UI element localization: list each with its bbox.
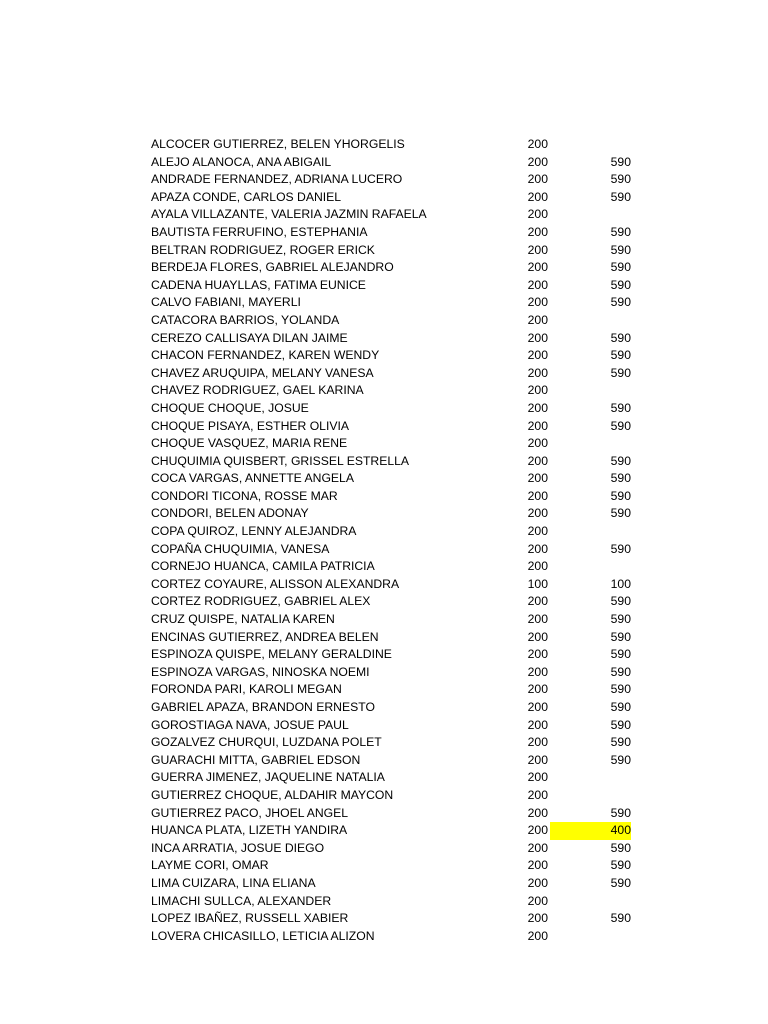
amount-cell-second [550,154,631,172]
student-name-cell: GUTIERREZ CHOQUE, ALDAHIR MAYCON [151,787,394,802]
amount-cell-first: 200 [527,664,548,679]
student-name-cell: COCA VARGAS, ANNETTE ANGELA [151,471,354,486]
amount-cell-first: 200 [527,541,548,556]
student-name-cell: CHOQUE CHOQUE, JOSUE [151,400,309,415]
student-name-cell: GOROSTIAGA NAVA, JOSUE PAUL [151,717,349,732]
student-name-cell: HUANCA PLATA, LIZETH YANDIRA [151,823,348,838]
amount-cell-first: 200 [527,295,548,310]
table-row [0,505,768,523]
amount-cell-first: 200 [527,840,548,855]
amount-value: 590 [610,189,631,204]
table-row [0,734,768,752]
amount-cell-second [550,717,631,735]
student-name-cell: ESPINOZA QUISPE, MELANY GERALDINE [151,647,392,662]
student-name-cell: CHUQUIMIA QUISBERT, GRISSEL ESTRELLA [151,453,410,468]
amount-value: 590 [610,330,631,345]
amount-value: 590 [610,805,631,820]
amount-value: 590 [610,735,631,750]
amount-cell-second [550,453,631,471]
table-row [0,206,768,224]
amount-value: 590 [610,911,631,926]
table-row [0,136,768,154]
amount-cell-second [550,418,631,436]
student-name-cell: CHAVEZ RODRIGUEZ, GAEL KARINA [151,383,364,398]
table-row [0,400,768,418]
amount-cell-first: 200 [527,471,548,486]
student-name-cell: CONDORI, BELEN ADONAY [151,506,309,521]
student-name-cell: CHAVEZ ARUQUIPA, MELANY VANESA [151,365,374,380]
amount-cell-first: 200 [527,418,548,433]
student-name-cell: ALCOCER GUTIERREZ, BELEN YHORGELIS [151,137,405,151]
amount-value: 590 [610,717,631,732]
table-row [0,928,768,946]
table-row [0,488,768,506]
student-name-cell: BELTRAN RODRIGUEZ, ROGER ERICK [151,242,375,257]
amount-cell-first: 200 [527,365,548,380]
amount-cell-first: 200 [527,260,548,275]
student-name-cell: CHOQUE VASQUEZ, MARIA RENE [151,436,348,451]
amount-value: 590 [610,400,631,415]
table-row [0,330,768,348]
student-name-cell: ALEJO ALANOCA, ANA ABIGAIL [151,154,332,169]
amount-cell-second [550,734,631,752]
amount-cell-second [550,681,631,699]
amount-cell-first: 200 [527,224,548,239]
student-name-cell: LOPEZ IBAÑEZ, RUSSELL XABIER [151,911,349,926]
amount-cell-first: 200 [527,805,548,820]
student-name-cell: FORONDA PARI, KAROLI MEGAN [151,682,342,697]
amount-value: 590 [610,664,631,679]
amount-cell-second [550,629,631,647]
table-row [0,382,768,400]
amount-value: 400 [610,823,631,838]
amount-cell-second [550,664,631,682]
amount-value: 590 [610,471,631,486]
student-name-cell: BAUTISTA FERRUFINO, ESTEPHANIA [151,224,368,239]
amount-value: 590 [610,348,631,363]
amount-value: 590 [610,629,631,644]
amount-cell-first: 200 [527,559,548,574]
amount-cell-first: 200 [527,312,548,327]
student-name-cell: CEREZO CALLISAYA DILAN JAIME [151,330,348,345]
student-name-cell: CADENA HUAYLLAS, FATIMA EUNICE [151,277,366,292]
student-name-cell: CHACON FERNANDEZ, KAREN WENDY [151,348,380,363]
amount-value: 590 [610,840,631,855]
student-name-cell: CRUZ QUISPE, NATALIA KAREN [151,612,335,627]
student-name-cell: APAZA CONDE, CARLOS DANIEL [151,189,342,204]
amount-cell-second [550,347,631,365]
amount-cell-first: 200 [527,928,548,943]
student-name-cell: COPA QUIROZ, LENNY ALEJANDRA [151,524,357,539]
amount-cell-second [550,593,631,611]
amount-cell-second [550,505,631,523]
amount-cell-first: 200 [527,682,548,697]
amount-value: 590 [610,700,631,714]
amount-cell-second [550,576,631,594]
table-row [0,611,768,629]
amount-cell-first: 200 [527,172,548,187]
amount-cell-second-highlighted [550,822,631,840]
table-row [0,435,768,453]
amount-cell-second [550,294,631,312]
amount-value: 590 [610,594,631,609]
amount-value: 590 [610,682,631,697]
amount-value: 590 [610,260,631,275]
table-row [0,787,768,805]
student-name-cell: CORNEJO HUANCA, CAMILA PATRICIA [151,559,375,574]
table-row [0,769,768,787]
amount-cell-first: 200 [527,506,548,521]
table-row [0,840,768,858]
amount-cell-second [550,805,631,823]
amount-value: 590 [610,224,631,239]
amount-cell-first: 200 [527,400,548,415]
student-name-cell: GUARACHI MITTA, GABRIEL EDSON [151,752,361,767]
amount-value: 590 [610,612,631,627]
student-name-cell: AYALA VILLAZANTE, VALERIA JAZMIN RAFAELA [151,207,427,222]
table-row [0,189,768,207]
student-name-cell: CORTEZ COYAURE, ALISSON ALEXANDRA [151,576,400,591]
table-row [0,224,768,242]
amount-cell-first: 200 [527,277,548,292]
amount-value: 590 [610,277,631,292]
student-name-cell: LOVERA CHICASILLO, LETICIA ALIZON [151,928,375,943]
amount-cell-first: 200 [527,647,548,662]
amount-cell-first: 200 [527,612,548,627]
amount-value: 100 [610,576,631,591]
student-name-cell: LIMA CUIZARA, LINA ELIANA [151,875,316,890]
table-row [0,893,768,911]
student-name-cell: LIMACHI SULLCA, ALEXANDER [151,893,332,908]
amount-cell-second [550,242,631,260]
table-row [0,347,768,365]
amount-cell-first: 200 [527,242,548,257]
student-name-cell: CALVO FABIANI, MAYERLI [151,295,301,310]
amount-value: 590 [610,154,631,169]
amount-cell-first: 200 [527,875,548,890]
amount-value: 590 [610,506,631,521]
table-row [0,365,768,383]
table-row [0,470,768,488]
table-row [0,453,768,471]
amount-cell-first: 200 [527,893,548,908]
table-row [0,717,768,735]
amount-value: 590 [610,172,631,187]
table-row [0,629,768,647]
amount-cell-first: 200 [527,330,548,345]
amount-cell-first: 200 [527,823,548,838]
table-row [0,875,768,893]
amount-value: 590 [610,858,631,873]
amount-cell-first: 200 [527,629,548,644]
student-name-cell: CATACORA BARRIOS, YOLANDA [151,312,340,327]
amount-cell-second [550,470,631,488]
amount-value: 590 [610,453,631,468]
amount-cell-second [550,365,631,383]
amount-cell-second [550,189,631,207]
table-row [0,312,768,330]
table-row [0,822,768,840]
student-name-cell: GABRIEL APAZA, BRANDON ERNESTO [151,700,375,714]
amount-cell-second [550,277,631,295]
amount-cell-first: 200 [527,787,548,802]
table-row [0,259,768,277]
student-name-cell: CONDORI TICONA, ROSSE MAR [151,488,338,503]
amount-value: 590 [610,488,631,503]
student-name-cell: GUERRA JIMENEZ, JAQUELINE NATALIA [151,770,385,785]
table-row [0,242,768,260]
amount-cell-first: 200 [527,488,548,503]
amount-cell-second [550,400,631,418]
table-row [0,154,768,172]
student-name-cell: BERDEJA FLORES, GABRIEL ALEJANDRO [151,260,394,275]
student-name-cell: COPAÑA CHUQUIMIA, VANESA [151,541,330,556]
amount-value: 590 [610,752,631,767]
amount-cell-first: 200 [527,717,548,732]
table-row [0,805,768,823]
amount-cell-second [550,224,631,242]
student-name-cell: ANDRADE FERNANDEZ, ADRIANA LUCERO [151,172,403,187]
amount-cell-first: 200 [527,189,548,204]
table-row [0,910,768,928]
student-name-cell: GUTIERREZ PACO, JHOEL ANGEL [151,805,349,820]
table-row [0,418,768,436]
table-row [0,699,768,717]
table-row [0,541,768,559]
amount-cell-first: 100 [527,576,548,591]
amount-cell-second [550,857,631,875]
amount-cell-second [550,752,631,770]
amount-cell-second [550,541,631,559]
amount-cell-second [550,646,631,664]
student-name-cell: CHOQUE PISAYA, ESTHER OLIVIA [151,418,349,433]
amount-cell-first: 200 [527,348,548,363]
table-row [0,752,768,770]
table-row [0,646,768,664]
amount-cell-first: 200 [527,453,548,468]
student-name-cell: GOZALVEZ CHURQUI, LUZDANA POLET [151,735,382,750]
amount-cell-first: 200 [527,858,548,873]
amount-cell-first: 200 [527,770,548,785]
student-name-cell: ENCINAS GUTIERREZ, ANDREA BELEN [151,629,379,644]
amount-value: 590 [610,295,631,310]
amount-cell-first: 200 [527,436,548,451]
student-payment-list [0,136,768,945]
amount-value: 590 [610,365,631,380]
amount-value: 590 [610,541,631,556]
amount-cell-second [550,699,631,717]
table-row [0,857,768,875]
table-row [0,576,768,594]
amount-cell-second [550,611,631,629]
table-row [0,294,768,312]
student-name-cell: INCA ARRATIA, JOSUE DIEGO [151,840,325,855]
amount-cell-first: 200 [527,383,548,398]
amount-cell-second [550,840,631,858]
amount-value: 590 [610,875,631,890]
student-name-cell: CORTEZ RODRIGUEZ, GABRIEL ALEX [151,594,371,609]
amount-cell-first: 200 [527,911,548,926]
amount-cell-first: 200 [527,137,548,151]
amount-cell-first: 200 [527,154,548,169]
table-row [0,681,768,699]
amount-cell-second [550,171,631,189]
table-row [0,171,768,189]
table-row [0,593,768,611]
amount-value: 590 [610,242,631,257]
amount-value: 590 [610,647,631,662]
table-row [0,664,768,682]
amount-cell-second [550,259,631,277]
table-row [0,558,768,576]
table-row [0,523,768,541]
amount-cell-first: 200 [527,752,548,767]
amount-value: 590 [610,418,631,433]
table-row [0,277,768,295]
amount-cell-first: 200 [527,524,548,539]
amount-cell-first: 200 [527,594,548,609]
amount-cell-second [550,875,631,893]
student-name-cell: ESPINOZA VARGAS, NINOSKA NOEMI [151,664,370,679]
amount-cell-first: 200 [527,700,548,714]
amount-cell-second [550,910,631,928]
amount-cell-first: 200 [527,735,548,750]
amount-cell-first: 200 [527,207,548,222]
amount-cell-second [550,488,631,506]
student-name-cell: LAYME CORI, OMAR [151,858,269,873]
amount-cell-second [550,330,631,348]
